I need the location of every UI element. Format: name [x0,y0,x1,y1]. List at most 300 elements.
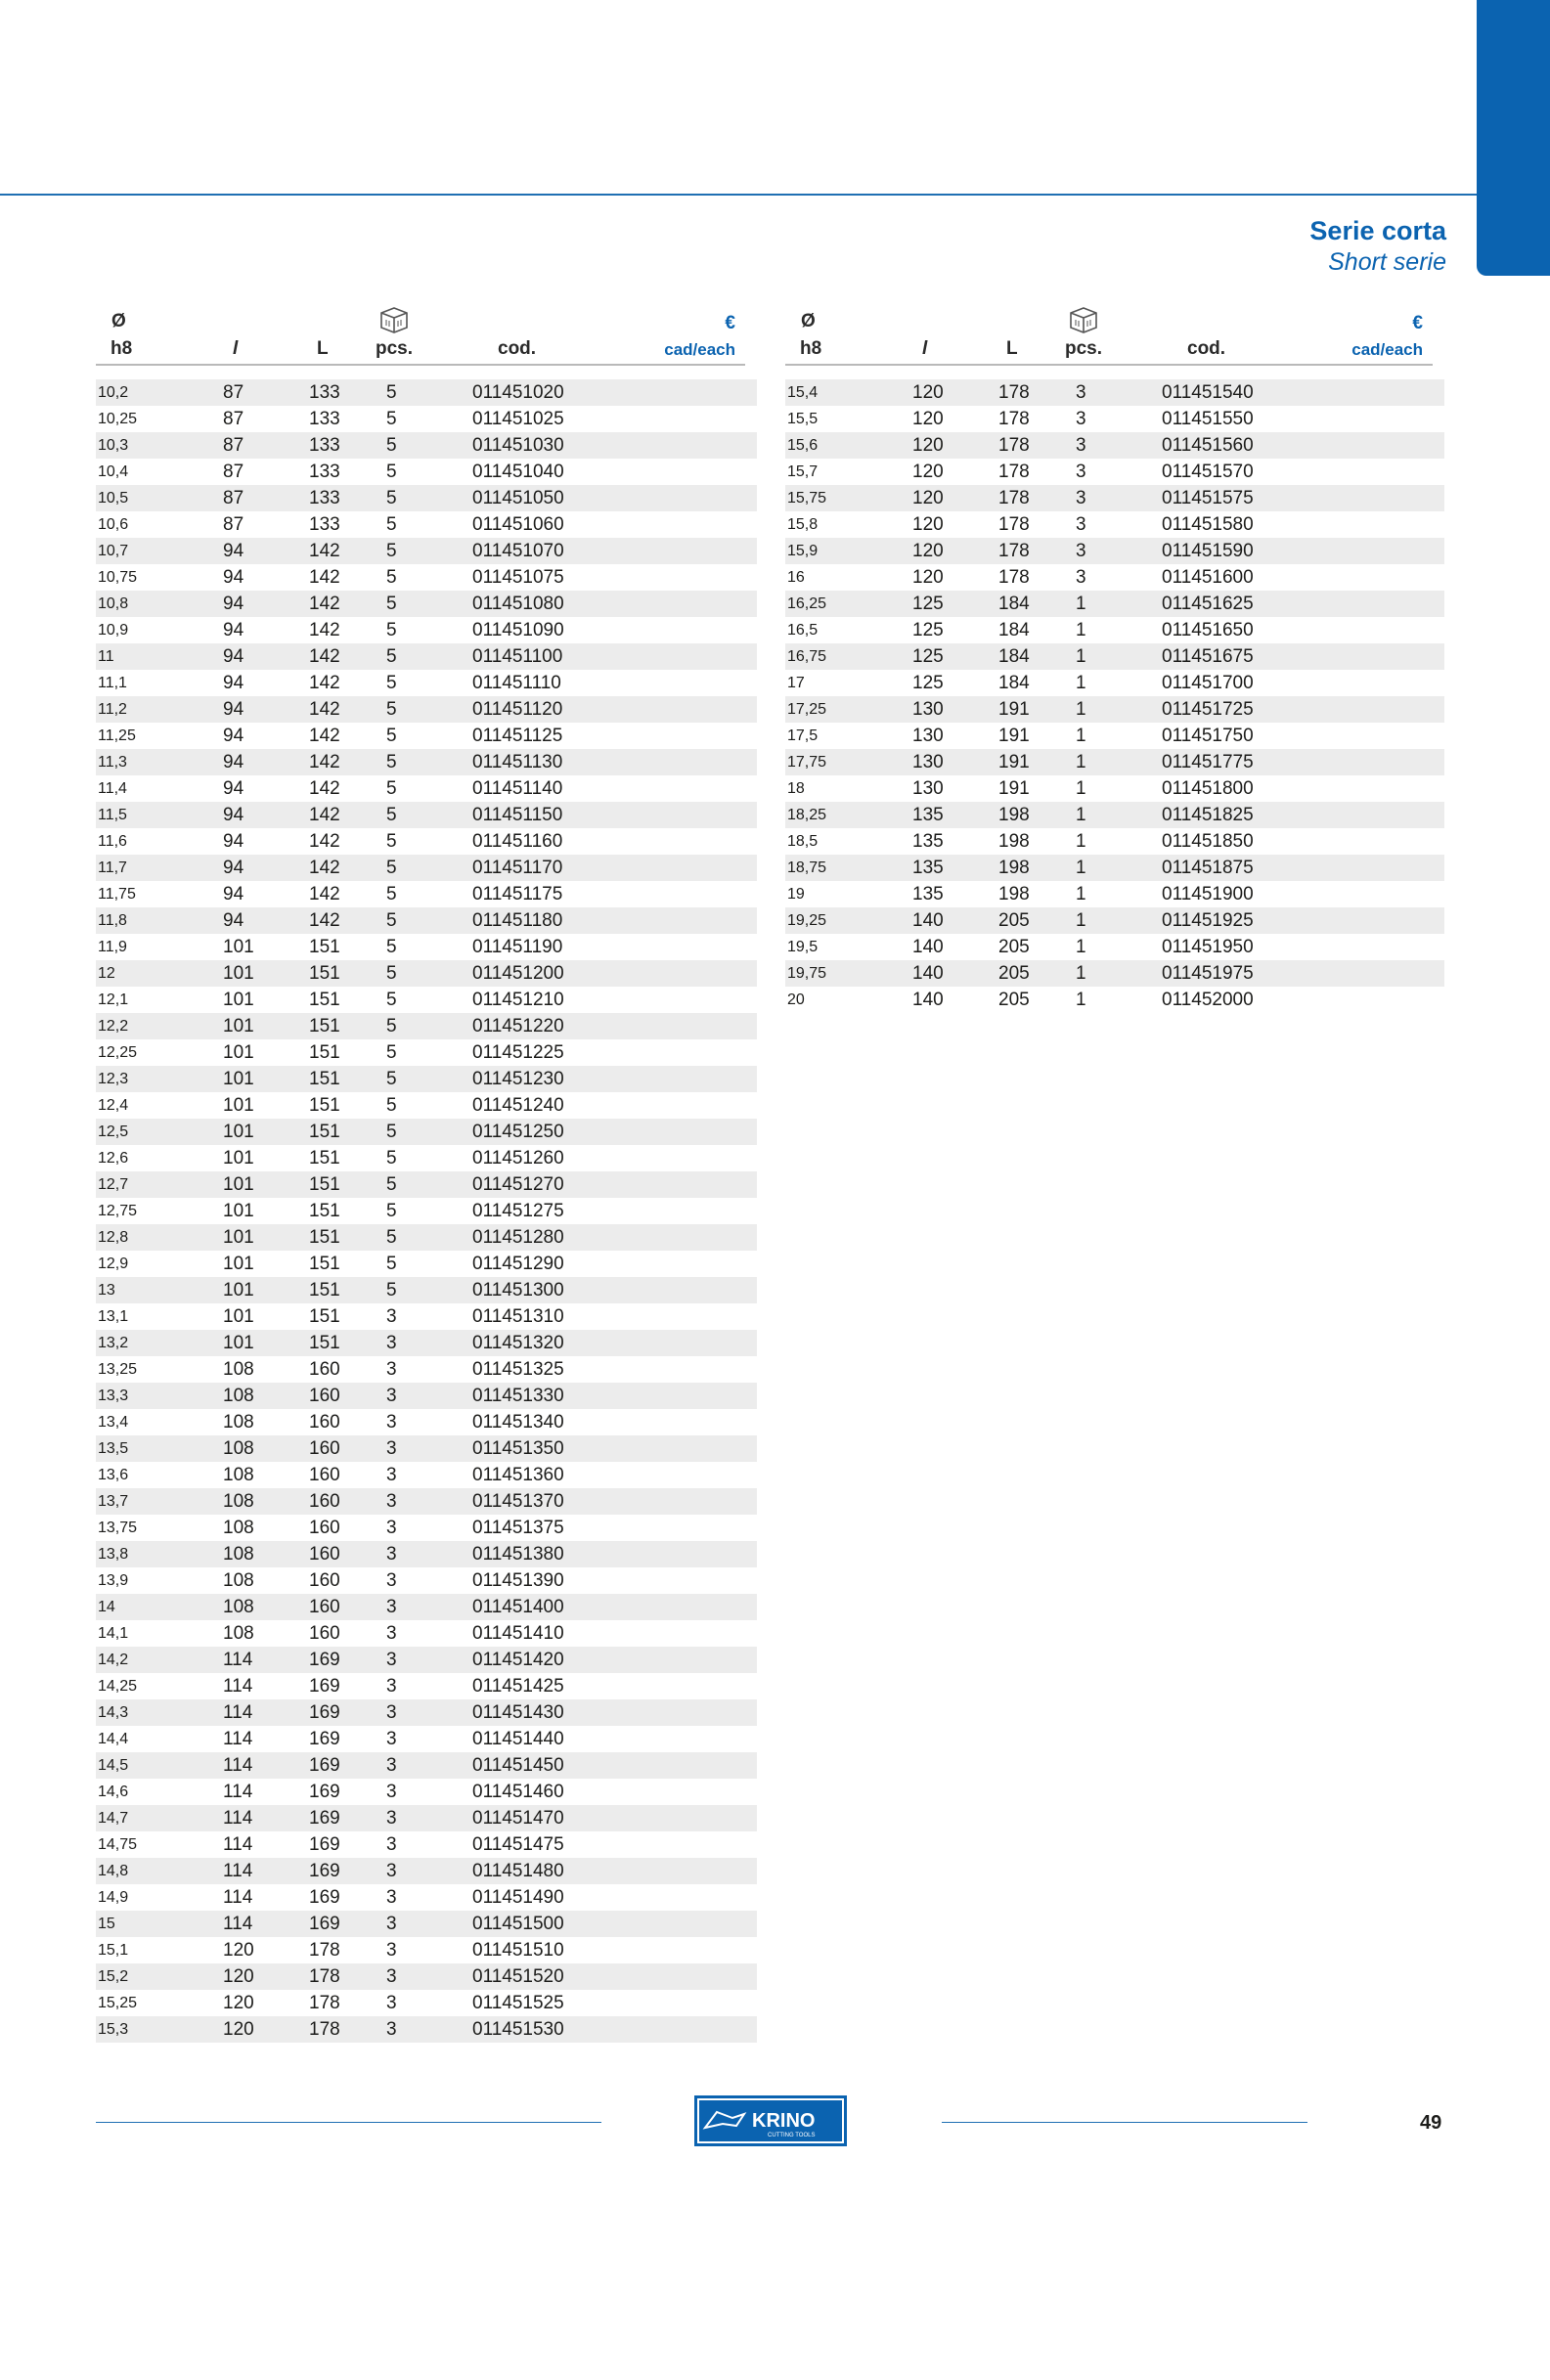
pcs-cell: 5 [386,488,397,508]
code-cell: 011451850 [1162,831,1254,852]
code-cell: 011451750 [1162,726,1254,746]
l-cell: 130 [912,752,944,772]
pcs-cell: 1 [1076,594,1086,614]
table-row [96,802,757,828]
pcs-cell: 3 [386,1887,397,1908]
diameter-cell: 10,8 [98,595,129,612]
diameter-cell: 11,9 [98,939,127,955]
L-cell: 142 [309,831,340,852]
l-cell: 94 [223,778,244,799]
code-cell: 011451360 [472,1465,564,1485]
code-cell: 011451725 [1162,699,1254,720]
code-cell: 011451580 [1162,514,1254,535]
l-cell: 101 [223,1201,254,1221]
code-cell: 011451575 [1162,488,1254,508]
diameter-cell: 16,25 [787,595,827,612]
table-row [96,1251,757,1277]
L-cell: 142 [309,884,340,904]
side-tab [1477,0,1550,276]
pcs-cell: 3 [386,1676,397,1697]
pcs-cell: 3 [386,1570,397,1591]
code-cell: 011451180 [472,910,563,931]
pcs-cell: 3 [386,1359,397,1380]
pcs-cell: 1 [1076,831,1086,852]
table-row [785,564,1444,591]
diameter-cell: 13,2 [98,1335,129,1351]
table-row [96,855,757,881]
code-cell: 011451340 [472,1412,564,1432]
code-cell: 011451480 [472,1861,564,1881]
pcs-cell: 3 [386,2019,397,2040]
l-cell: 120 [223,1966,254,1987]
l-cell: 87 [223,435,244,456]
l-cell: 114 [223,1782,253,1802]
pcs-cell: 5 [386,778,397,799]
pcs-cell: 3 [1076,514,1086,535]
code-cell: 011451300 [472,1280,564,1300]
L-cell: 160 [309,1412,340,1432]
diameter-cell: 14,1 [98,1625,129,1642]
L-cell: 142 [309,620,340,640]
l-cell: 120 [912,382,944,403]
L-cell: 151 [309,1148,340,1168]
L-cell: 178 [998,435,1030,456]
code-cell: 011451040 [472,462,564,482]
table-row [96,1726,757,1752]
diameter-cell: 12,6 [98,1150,129,1167]
code-cell: 011451700 [1162,673,1254,693]
l-cell: 108 [223,1544,254,1565]
krino-logo [693,2094,848,2147]
L-cell: 191 [998,752,1030,772]
diameter-cell: 15,7 [787,463,819,480]
pcs-cell: 1 [1076,778,1086,799]
pcs-cell: 5 [386,1069,397,1089]
L-cell: 160 [309,1544,340,1565]
code-cell: 011451100 [472,646,563,667]
table-row [96,511,757,538]
code-cell: 011451120 [472,699,563,720]
pcs-cell: 3 [1076,488,1086,508]
diameter-cell: 14,3 [98,1704,129,1721]
l-cell: 135 [912,884,944,904]
L-cell: 184 [998,646,1030,667]
l-cell: 101 [223,937,254,957]
l-cell: 140 [912,990,944,1010]
l-cell: 101 [223,1148,254,1168]
L-header: L [317,338,329,359]
table-right [785,311,1444,1013]
L-cell: 184 [998,594,1030,614]
pcs-cell: 5 [386,1016,397,1036]
diameter-cell: 12,2 [98,1018,129,1035]
diameter-cell: 12,8 [98,1229,129,1246]
diameter-cell: 15,8 [787,516,819,533]
L-cell: 169 [309,1782,340,1802]
diameter-cell: 15 [98,1916,115,1932]
diameter-cell: 10,7 [98,543,129,559]
diameter-cell: 19 [787,886,805,903]
table-row [96,1277,757,1303]
table-row [96,1515,757,1541]
l-cell: 101 [223,1254,254,1274]
l-cell: 135 [912,858,944,878]
L-cell: 151 [309,1016,340,1036]
code-cell: 011451290 [472,1254,564,1274]
footer-rule-right [942,2122,1307,2123]
l-cell: 114 [223,1914,253,1934]
code-cell: 011451050 [472,488,564,508]
table-row [96,643,757,670]
L-cell: 133 [309,382,340,403]
diameter-cell: 11,2 [98,701,127,718]
l-cell: 130 [912,778,944,799]
diameter-cell: 18,5 [787,833,819,850]
code-cell: 011451875 [1162,858,1254,878]
diameter-cell: 10,3 [98,437,129,454]
table-row [785,907,1444,934]
code-cell: 011451070 [472,541,564,561]
diameter-cell: 13,9 [98,1572,129,1589]
pcs-cell: 5 [386,1227,397,1248]
l-cell: 87 [223,409,244,429]
diameter-cell: 15,6 [787,437,819,454]
L-cell: 160 [309,1438,340,1459]
code-cell: 011451380 [472,1544,564,1565]
diameter-cell: 12,1 [98,992,129,1008]
l-cell: 125 [912,620,944,640]
pcs-cell: 3 [386,1861,397,1881]
diameter-cell: 18,25 [787,807,827,823]
table-row [785,617,1444,643]
L-cell: 169 [309,1808,340,1829]
code-cell: 011451470 [472,1808,564,1829]
code-cell: 011451390 [472,1570,564,1591]
L-cell: 151 [309,1201,340,1221]
diameter-cell: 17,5 [787,727,819,744]
code-cell: 011451650 [1162,620,1254,640]
pcs-cell: 5 [386,752,397,772]
L-cell: 142 [309,699,340,720]
logo-tagline: CUTTING TOOLS [768,2133,816,2138]
table-row [96,723,757,749]
L-cell: 160 [309,1465,340,1485]
diameter-cell: 11,3 [98,754,127,771]
table-row [96,1699,757,1726]
l-cell: 125 [912,594,944,614]
table-row [785,987,1444,1013]
l-cell: 120 [223,1940,254,1961]
table-row [96,1383,757,1409]
table-row [96,1594,757,1620]
table-row [96,485,757,511]
l-cell: 114 [223,1729,253,1749]
L-cell: 133 [309,488,340,508]
diameter-cell: 17,75 [787,754,827,771]
L-cell: 160 [309,1386,340,1406]
diameter-cell: 14,9 [98,1889,129,1906]
L-cell: 191 [998,778,1030,799]
L-cell: 151 [309,990,340,1010]
l-cell: 114 [223,1808,253,1829]
code-cell: 011451975 [1162,963,1254,984]
diameter-cell: 12,5 [98,1124,129,1140]
table-row [785,538,1444,564]
diameter-cell: 15,75 [787,490,827,507]
table-row [96,538,757,564]
L-cell: 169 [309,1755,340,1776]
L-cell: 142 [309,594,340,614]
l-cell: 87 [223,514,244,535]
l-cell: 135 [912,831,944,852]
pcs-cell: 3 [1076,435,1086,456]
code-cell: 011451240 [472,1095,564,1116]
diameter-cell: 13,5 [98,1440,129,1457]
code-cell: 011451500 [472,1914,564,1934]
code-cell: 011451110 [472,673,561,693]
l-cell: 101 [223,990,254,1010]
diameter-cell: 18,75 [787,859,827,876]
table-row [785,591,1444,617]
l-cell: 101 [223,963,254,984]
table-row [785,459,1444,485]
L-cell: 184 [998,620,1030,640]
table-row [96,1647,757,1673]
table-row [96,1435,757,1462]
pcs-cell: 5 [386,910,397,931]
table-row [96,379,757,406]
table-row [785,802,1444,828]
l-cell: 114 [223,1755,253,1776]
l-cell: 140 [912,937,944,957]
L-cell: 178 [998,462,1030,482]
l-cell: 125 [912,646,944,667]
pcs-cell: 5 [386,620,397,640]
L-cell: 178 [309,1966,340,1987]
pcs-cell: 1 [1076,646,1086,667]
table-row [96,1673,757,1699]
code-cell: 011451590 [1162,541,1254,561]
table-row [96,907,757,934]
code-cell: 011451075 [472,567,564,588]
diameter-cell: 16 [787,569,805,586]
table-row [785,723,1444,749]
l-cell: 101 [223,1122,254,1142]
table-row [96,406,757,432]
diameter-cell: 16,5 [787,622,819,639]
table-row [96,459,757,485]
diameter-cell: 12,75 [98,1203,138,1219]
table-row [785,881,1444,907]
l-cell: 94 [223,646,244,667]
cod-header: cod. [1187,338,1226,359]
pcs-cell: 3 [1076,382,1086,403]
code-cell: 011451225 [472,1042,564,1063]
pcs-cell: 5 [386,831,397,852]
footer-rule-left [96,2122,601,2123]
code-cell: 011451080 [472,594,564,614]
L-cell: 142 [309,858,340,878]
l-cell: 130 [912,726,944,746]
diameter-cell: 14,4 [98,1731,129,1747]
L-cell: 198 [998,805,1030,825]
pcs-cell: 3 [1076,541,1086,561]
pcs-cell: 3 [386,1465,397,1485]
diameter-cell: 13,75 [98,1520,138,1536]
diameter-cell: 19,5 [787,939,819,955]
pcs-cell: 3 [386,1491,397,1512]
l-cell: 94 [223,805,244,825]
pcs-cell: 3 [386,1623,397,1644]
L-cell: 142 [309,726,340,746]
table-row [785,934,1444,960]
L-cell: 178 [309,2019,340,2040]
pcs-header: pcs. [1065,338,1103,359]
table-row [96,1224,757,1251]
pcs-cell: 3 [1076,462,1086,482]
table-row [96,960,757,987]
table-header [96,311,745,366]
code-cell: 011451210 [472,990,564,1010]
L-cell: 160 [309,1623,340,1644]
table-row [785,696,1444,723]
L-cell: 169 [309,1887,340,1908]
pcs-cell: 5 [386,805,397,825]
l-cell: 120 [912,409,944,429]
diameter-cell: 16,75 [787,648,827,665]
pcs-cell: 1 [1076,620,1086,640]
diameter-cell: 11,4 [98,780,127,797]
l-cell: 114 [223,1702,253,1723]
rows-left [96,379,757,2043]
table-row [96,1752,757,1779]
L-cell: 205 [998,990,1030,1010]
L-cell: 133 [309,514,340,535]
diameter-cell: 20 [787,992,805,1008]
l-cell: 114 [223,1861,253,1881]
l-cell: 108 [223,1465,254,1485]
code-cell: 011451425 [472,1676,564,1697]
l-cell: 120 [912,462,944,482]
L-cell: 169 [309,1834,340,1855]
l-cell: 125 [912,673,944,693]
diameter-cell: 14,25 [98,1678,138,1695]
diameter-cell: 12,9 [98,1256,129,1272]
code-cell: 011451510 [472,1940,564,1961]
pcs-cell: 3 [386,1940,397,1961]
table-row [96,1858,757,1884]
pcs-cell: 3 [386,1650,397,1670]
pcs-header: pcs. [376,338,414,359]
pcs-cell: 3 [386,1702,397,1723]
price-header: cad/each [664,340,735,359]
table-row [96,1039,757,1066]
tolerance-header: h8 [111,338,133,359]
L-cell: 169 [309,1729,340,1749]
code-cell: 011451060 [472,514,564,535]
l-cell: 101 [223,1069,254,1089]
logo-name: KRINO [752,2110,816,2132]
diameter-header: Ø [111,311,126,331]
diameter-cell: 15,3 [98,2021,129,2038]
L-cell: 142 [309,541,340,561]
diameter-cell: 14,75 [98,1836,138,1853]
code-cell: 011451440 [472,1729,564,1749]
code-cell: 011451625 [1162,594,1254,614]
L-cell: 178 [309,1993,340,2013]
diameter-cell: 14,8 [98,1863,129,1879]
L-cell: 178 [998,409,1030,429]
pcs-cell: 3 [386,1597,397,1617]
pcs-cell: 3 [386,1544,397,1565]
code-cell: 011451125 [472,726,563,746]
pcs-cell: 5 [386,1280,397,1300]
pcs-cell: 1 [1076,752,1086,772]
table-row [96,934,757,960]
code-cell: 011451420 [472,1650,564,1670]
code-cell: 011451140 [472,778,563,799]
table-row [96,1963,757,1990]
L-cell: 160 [309,1359,340,1380]
l-cell: 101 [223,1174,254,1195]
l-cell: 94 [223,620,244,640]
diameter-cell: 19,25 [787,912,827,929]
pcs-cell: 3 [386,1386,397,1406]
diameter-cell: 12,25 [98,1044,138,1061]
table-row [785,379,1444,406]
pcs-cell: 5 [386,646,397,667]
table-row [785,643,1444,670]
l-cell: 94 [223,567,244,588]
l-cell: 135 [912,805,944,825]
code-cell: 011451270 [472,1174,564,1195]
pcs-cell: 1 [1076,858,1086,878]
code-cell: 011451950 [1162,937,1254,957]
l-cell: 94 [223,884,244,904]
diameter-cell: 11 [98,648,114,665]
table-row [96,1937,757,1963]
code-cell: 011451175 [472,884,563,904]
L-cell: 191 [998,699,1030,720]
l-cell: 94 [223,910,244,931]
table-row [785,511,1444,538]
pcs-cell: 5 [386,1201,397,1221]
table-row [96,670,757,696]
L-cell: 205 [998,937,1030,957]
L-cell: 151 [309,1174,340,1195]
diameter-cell: 13,3 [98,1388,129,1404]
table-row [96,1884,757,1911]
table-row [785,775,1444,802]
page-number: 49 [1420,2112,1442,2134]
code-cell: 011451280 [472,1227,564,1248]
L-cell: 142 [309,567,340,588]
diameter-cell: 10,4 [98,463,129,480]
code-cell: 011451230 [472,1069,564,1089]
L-cell: 169 [309,1861,340,1881]
table-row [96,1145,757,1171]
diameter-cell: 10,9 [98,622,129,639]
diameter-cell: 11,75 [98,886,136,903]
L-cell: 169 [309,1702,340,1723]
L-cell: 198 [998,858,1030,878]
L-cell: 169 [309,1914,340,1934]
pcs-cell: 1 [1076,990,1086,1010]
code-cell: 011451320 [472,1333,564,1353]
L-cell: 151 [309,1280,340,1300]
pcs-cell: 5 [386,541,397,561]
diameter-cell: 15,25 [98,1995,138,2011]
